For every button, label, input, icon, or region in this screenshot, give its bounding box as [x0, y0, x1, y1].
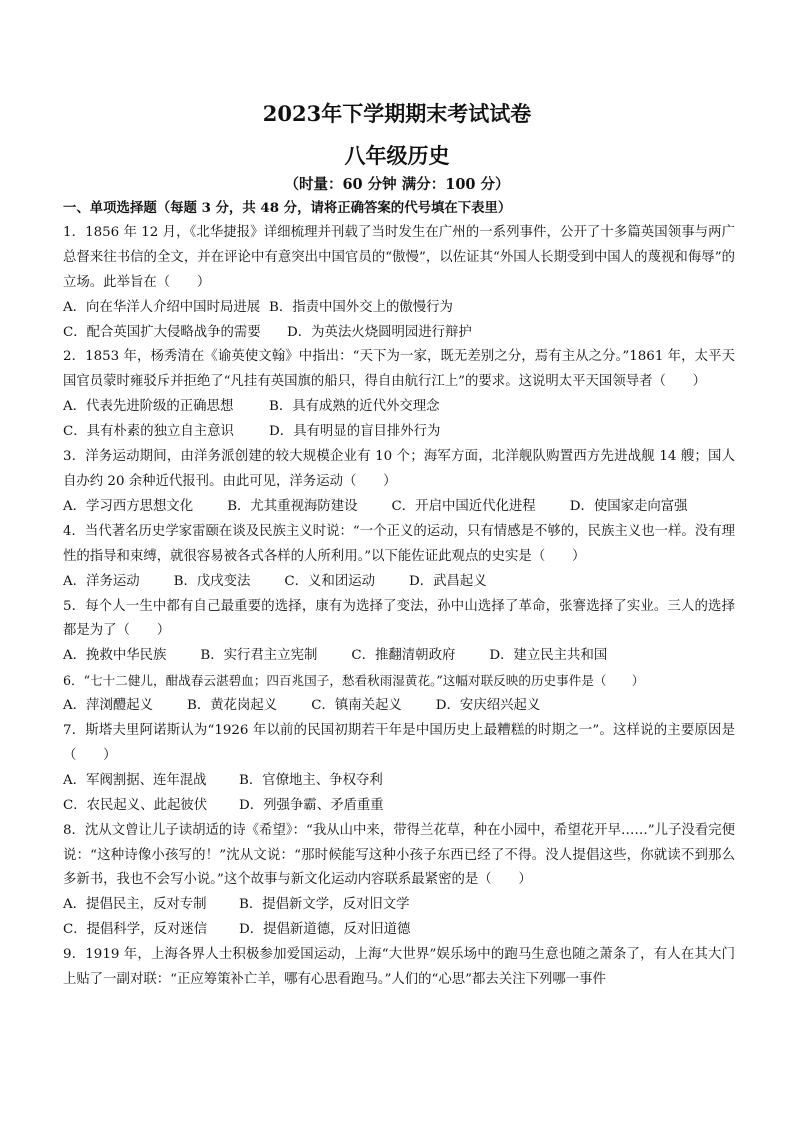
- question-8: [63, 819, 735, 944]
- options-row: [63, 495, 735, 520]
- question-stem: 4．当代著名历史学家雷颐在谈及民族主义时说：“一个正义的运动，只有情感是不够的，民族主义也一样。没有理性的指导和束缚，就很容易被各式各样的人所利用。”以下能佐证此观点的史实是（ ）: [63, 523, 735, 564]
- option-d: D．使国家走向富强: [569, 498, 688, 514]
- question-stem: 7．斯塔夫里阿诺斯认为“1926 年以前的民国初期若干年是中国历史上最糟糕的时期之一”。这样说的主要原因是（ ）: [63, 723, 735, 763]
- option-a: A．代表先进阶级的正确思想: [63, 399, 234, 415]
- option-b: B．黄花岗起义: [187, 698, 278, 714]
- option-a: A．提倡民主，反对专制: [63, 897, 207, 913]
- exam-info: （时量：60 分钟 满分：100 分）: [284, 176, 510, 193]
- exam-content: [63, 196, 735, 993]
- option-b: B．具有成熟的近代外交理念: [269, 399, 440, 415]
- question-stem: 8．沈从文曾让儿子读胡适的诗《希望》：“我从山中来，带得兰花草，种在小园中，希望花开早……”儿子没看完便说：“这种诗像小孩写的！”沈从文说：“那时候能写这种小孩子东西已经了不得。没人提倡这些，你就读不到那么多新书，我也不会写小说。”这个故事与新文化运动内容联系最紧密的是（ ）: [63, 822, 735, 888]
- option-c: C．农民起义、此起彼伏: [63, 797, 208, 813]
- option-c: C．具有朴素的独立自主意识: [63, 424, 234, 440]
- options-row: [63, 918, 735, 943]
- options-row: [63, 420, 735, 445]
- option-d: D．提倡新道德，反对旧道德: [239, 922, 411, 938]
- question-7: [63, 719, 735, 819]
- options-row: [63, 395, 735, 420]
- question-2: [63, 345, 735, 445]
- question-9: [63, 943, 735, 993]
- question-1: [63, 221, 735, 346]
- options-row: [63, 769, 735, 794]
- question-stem: 3．洋务运动期间，由洋务派创建的较大规模企业有 10 个；海军方面，北洋舰队购置西方先进战舰 14 艘；国人自办约 20 余种近代报刊。由此可见，洋务运动（ ）: [63, 449, 735, 489]
- exam-subject: 八年级历史: [344, 143, 450, 168]
- option-b: B．提倡新文学，反对旧文学: [239, 897, 410, 913]
- question-6: [63, 669, 735, 719]
- options-row: [63, 644, 735, 669]
- question-stem: 9．1919 年，上海各界人士积极参加爱国运动，上海“大世界”娱乐场中的跑马生意也随之萧条了，有人在其大门上贴了一副对联：“正应筹策补亡羊，哪有心思看跑马。”人们的“心思”都去关注下列哪一事件: [63, 947, 735, 988]
- options-row: [63, 570, 735, 595]
- exam-title: 2023年下学期期末考试试卷: [262, 101, 532, 126]
- option-d: D．安庆绍兴起义: [435, 698, 541, 714]
- options-row: [63, 794, 735, 819]
- option-b: B．指责中国外交上的傲慢行为: [269, 299, 453, 315]
- option-c: C．镇南关起义: [311, 698, 402, 714]
- question-stem: 1．1856 年 12 月，《北华捷报》详细梳理并刊载了当时发生在广州的一系列事件，公开了十多篇英国领事与两广总督来往书信的全文，并在评论中有意突出中国官员的“傲慢”，以佐证其“外国人长期受到中国人的蔑视和侮辱”的立场。此举旨在（ ）: [63, 224, 735, 290]
- option-d: D．为英法火烧圆明园进行辩护: [287, 324, 472, 340]
- option-b: B．实行君主立宪制: [200, 648, 318, 664]
- option-c: C．开启中国近代化进程: [391, 498, 536, 514]
- question-4: [63, 520, 735, 595]
- option-b: B．尤其重视海防建设: [227, 498, 358, 514]
- options-row: [63, 296, 735, 321]
- question-stem: 5．每个人一生中都有自己最重要的选择，康有为选择了变法，孙中山选择了革命，张謇选择了实业。三人的选择都是为了（ ）: [63, 598, 735, 639]
- question-3: [63, 445, 735, 520]
- option-a: A．萍浏醴起义: [63, 698, 154, 714]
- option-c: C．配合英国扩大侵略战争的需要: [63, 324, 261, 340]
- option-d: D．列强争霸、矛盾重重: [239, 797, 384, 813]
- question-stem: 6．“七十二健儿，酣战春云湛碧血；四百兆国子，愁看秋雨湿黄花。”这幅对联反映的历史事件是（ ）: [63, 673, 645, 689]
- option-b: B．官僚地主、争权夺利: [239, 772, 383, 788]
- question-5: [63, 595, 735, 670]
- option-a: A．军阀割据、连年混战: [63, 772, 207, 788]
- options-row: [63, 694, 735, 719]
- options-row: [63, 321, 735, 346]
- option-d: D．具有明显的盲目排外行为: [269, 424, 441, 440]
- option-d: D．建立民主共和国: [489, 648, 608, 664]
- option-a: A．向在华洋人介绍中国时局进展: [63, 299, 261, 315]
- option-c: C．推翻清朝政府: [351, 648, 456, 664]
- option-c: C．提倡科学，反对迷信: [63, 922, 208, 938]
- option-a: A．学习西方思想文化: [63, 498, 194, 514]
- option-a: A．洋务运动: [63, 573, 140, 589]
- option-a: A．挽救中华民族: [63, 648, 167, 664]
- section-heading: 一、单项选择题（每题 3 分，共 48 分，请将正确答案的代号填在下表里）: [63, 200, 512, 216]
- option-d: D．武昌起义: [409, 573, 487, 589]
- options-row: [63, 893, 735, 918]
- option-b: B．戊戌变法: [173, 573, 251, 589]
- question-stem: 2．1853 年，杨秀清在《谕英使文翰》中指出：“天下为一家，既无差别之分，焉有主从之分。”1861 年，太平天国官员蒙时雍驳斥并拒绝了“凡挂有英国旗的船只，得自由航行江上”的要求。这说明太平天国领导者（ ）: [63, 349, 735, 390]
- option-c: C．义和团运动: [284, 573, 376, 589]
